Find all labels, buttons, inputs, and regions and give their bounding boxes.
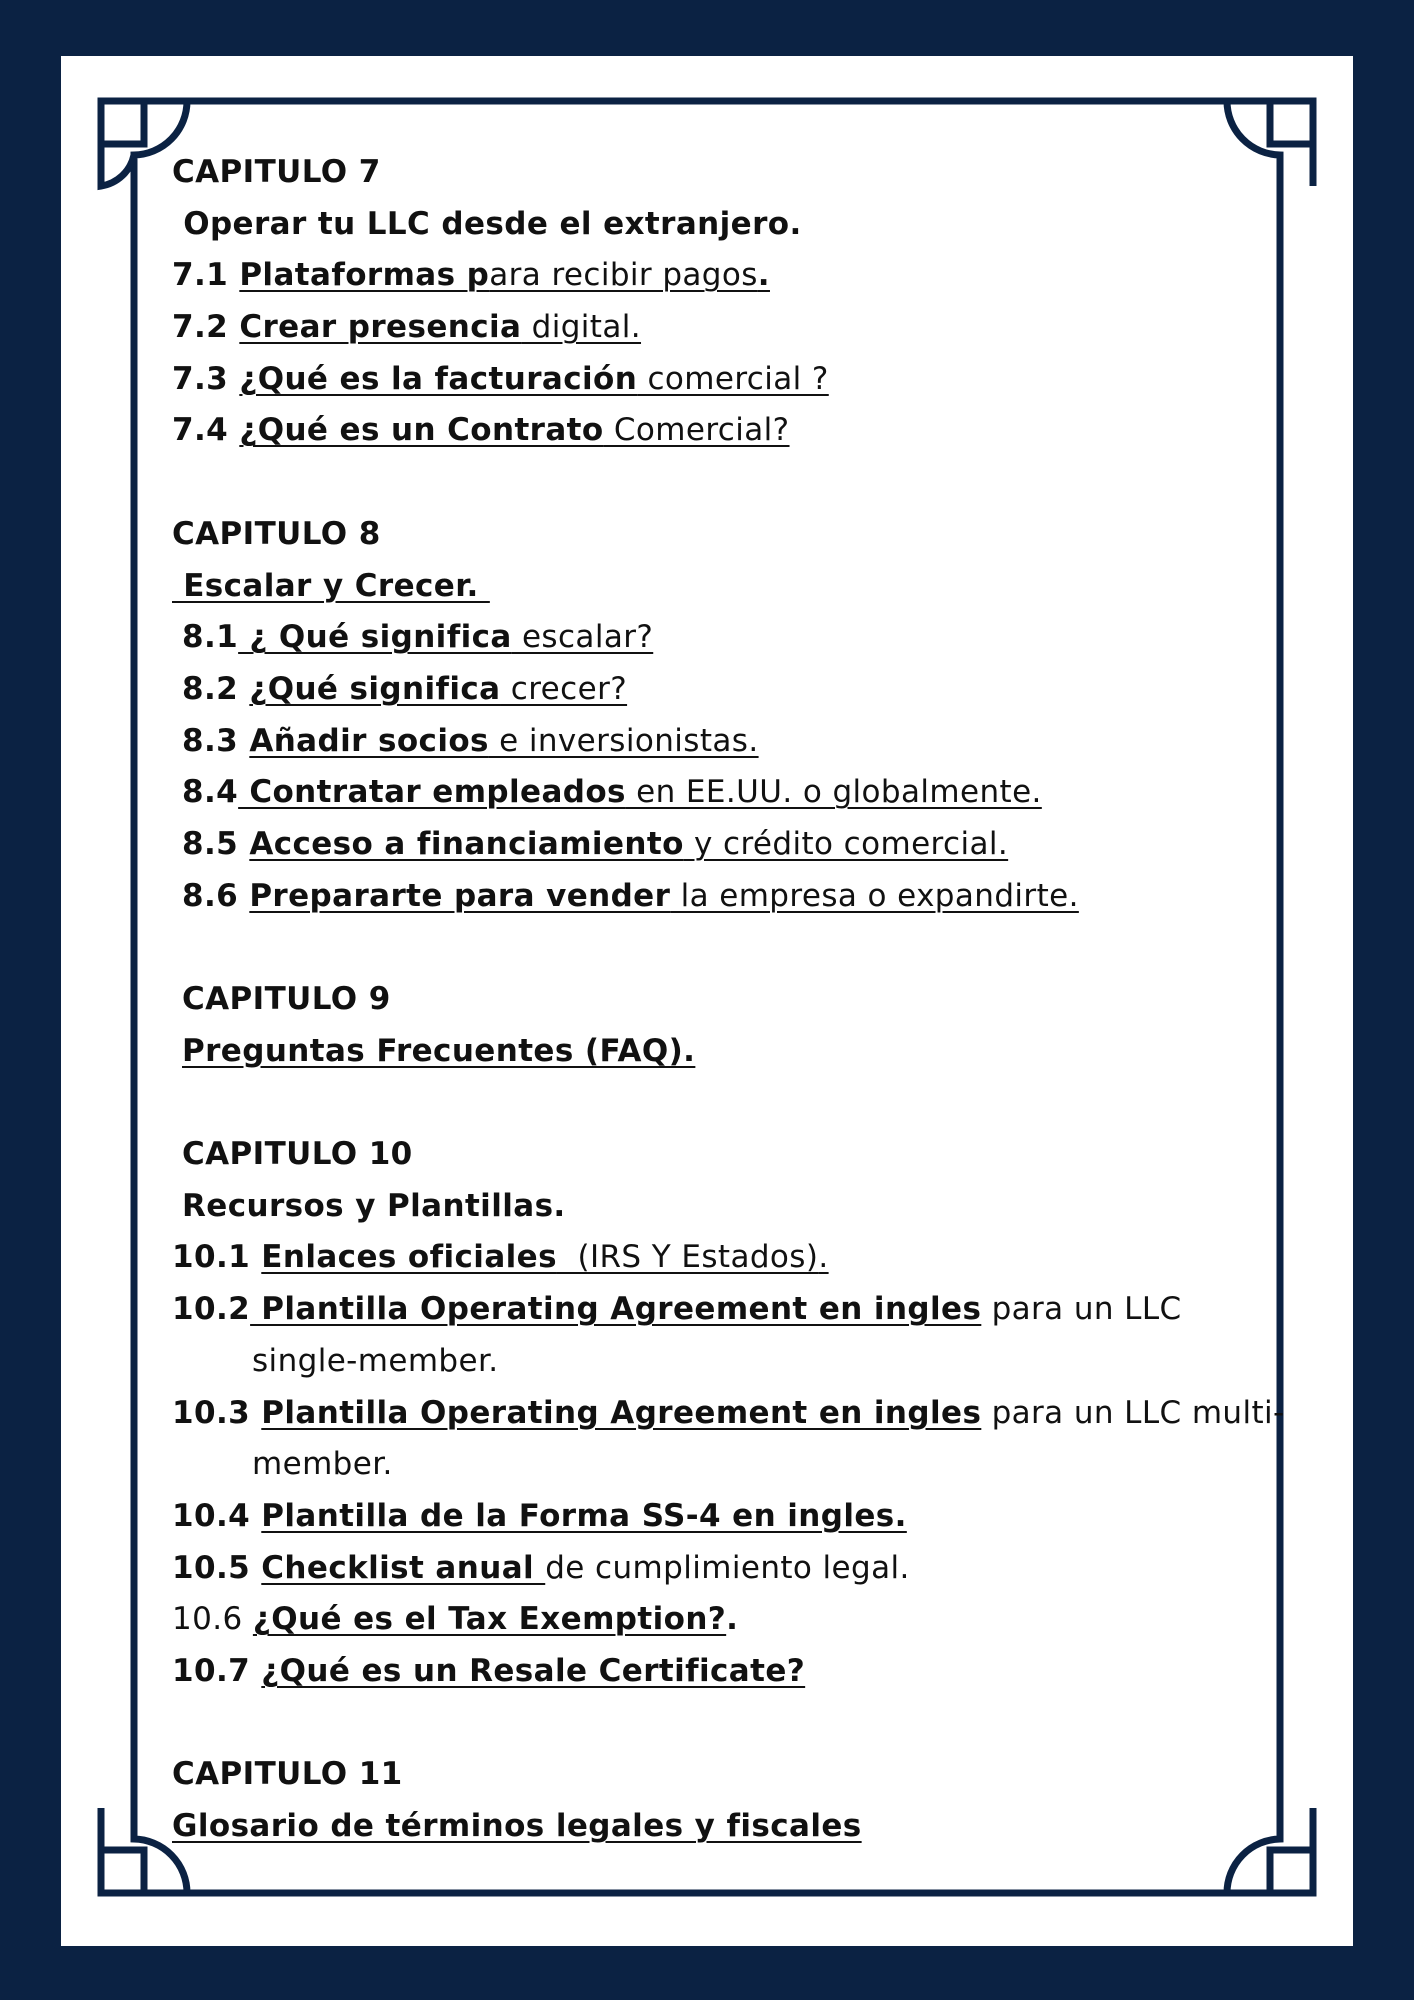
chapter-8-title[interactable]: Escalar y Crecer. — [172, 567, 490, 604]
toc-entry-10-6[interactable]: 10.6 ¿Qué es el Tax Exemption?. — [172, 1601, 739, 1638]
toc-entry-10-2[interactable]: 10.2 Plantilla Operating Agreement en ingles para un LLC single-member. — [172, 1291, 1182, 1379]
toc-entry-8-6[interactable]: 8.6 Prepararte para vender la empresa o expandirte. — [182, 877, 1079, 914]
spacer — [172, 1077, 1292, 1129]
toc-entry-10-5[interactable]: 10.5 Checklist anual de cumplimiento legal. — [172, 1549, 910, 1586]
spacer — [172, 1698, 1292, 1750]
chapter-10-heading: CAPITULO 10 — [182, 1136, 413, 1173]
toc-entry-7-1[interactable]: 7.1 Plataformas para recibir pagos. — [172, 257, 770, 294]
chapter-8-heading: CAPITULO 8 — [172, 515, 381, 552]
toc-entry-8-1[interactable]: 8.1 ¿ Qué significa escalar? — [182, 619, 654, 656]
toc-entry-8-4[interactable]: 8.4 Contratar empleados en EE.UU. o globalmente. — [182, 774, 1042, 811]
toc-entry-10-4[interactable]: 10.4 Plantilla de la Forma SS-4 en ingles. — [172, 1497, 907, 1534]
spacer — [172, 922, 1292, 974]
toc-entry-8-2[interactable]: 8.2 ¿Qué significa crecer? — [182, 670, 628, 707]
chapter-11-heading: CAPITULO 11 — [172, 1756, 403, 1793]
toc-entry-7-3[interactable]: 7.3 ¿Qué es la facturación comercial ? — [172, 360, 829, 397]
table-of-contents — [172, 147, 1292, 1853]
chapter-10-title: Recursos y Plantillas. — [182, 1187, 566, 1224]
toc-entry-8-3[interactable]: 8.3 Añadir socios e inversionistas. — [182, 722, 759, 759]
chapter-7-title: Operar tu LLC desde el extranjero. — [172, 205, 802, 242]
toc-entry-10-1[interactable]: 10.1 Enlaces oficiales (IRS Y Estados). — [172, 1239, 829, 1276]
toc-entry-7-4[interactable]: 7.4 ¿Qué es un Contrato Comercial? — [172, 412, 790, 449]
toc-entry-7-2[interactable]: 7.2 Crear presencia digital. — [172, 309, 642, 346]
chapter-7-heading: CAPITULO 7 — [172, 154, 381, 190]
spacer — [172, 457, 1292, 509]
chapter-9-heading: CAPITULO 9 — [182, 981, 391, 1018]
toc-entry-11-glossary[interactable]: Glosario de términos legales y fiscales — [172, 1808, 862, 1845]
toc-entry-10-3[interactable]: 10.3 Plantilla Operating Agreement en ingles para un LLC multi-member. — [172, 1394, 1285, 1483]
toc-entry-8-5[interactable]: 8.5 Acceso a financiamiento y crédito comercial. — [182, 825, 1009, 862]
toc-entry-9-faq[interactable]: Preguntas Frecuentes (FAQ). — [182, 1032, 696, 1069]
toc-entry-10-7[interactable]: 10.7 ¿Qué es un Resale Certificate? — [172, 1653, 806, 1690]
